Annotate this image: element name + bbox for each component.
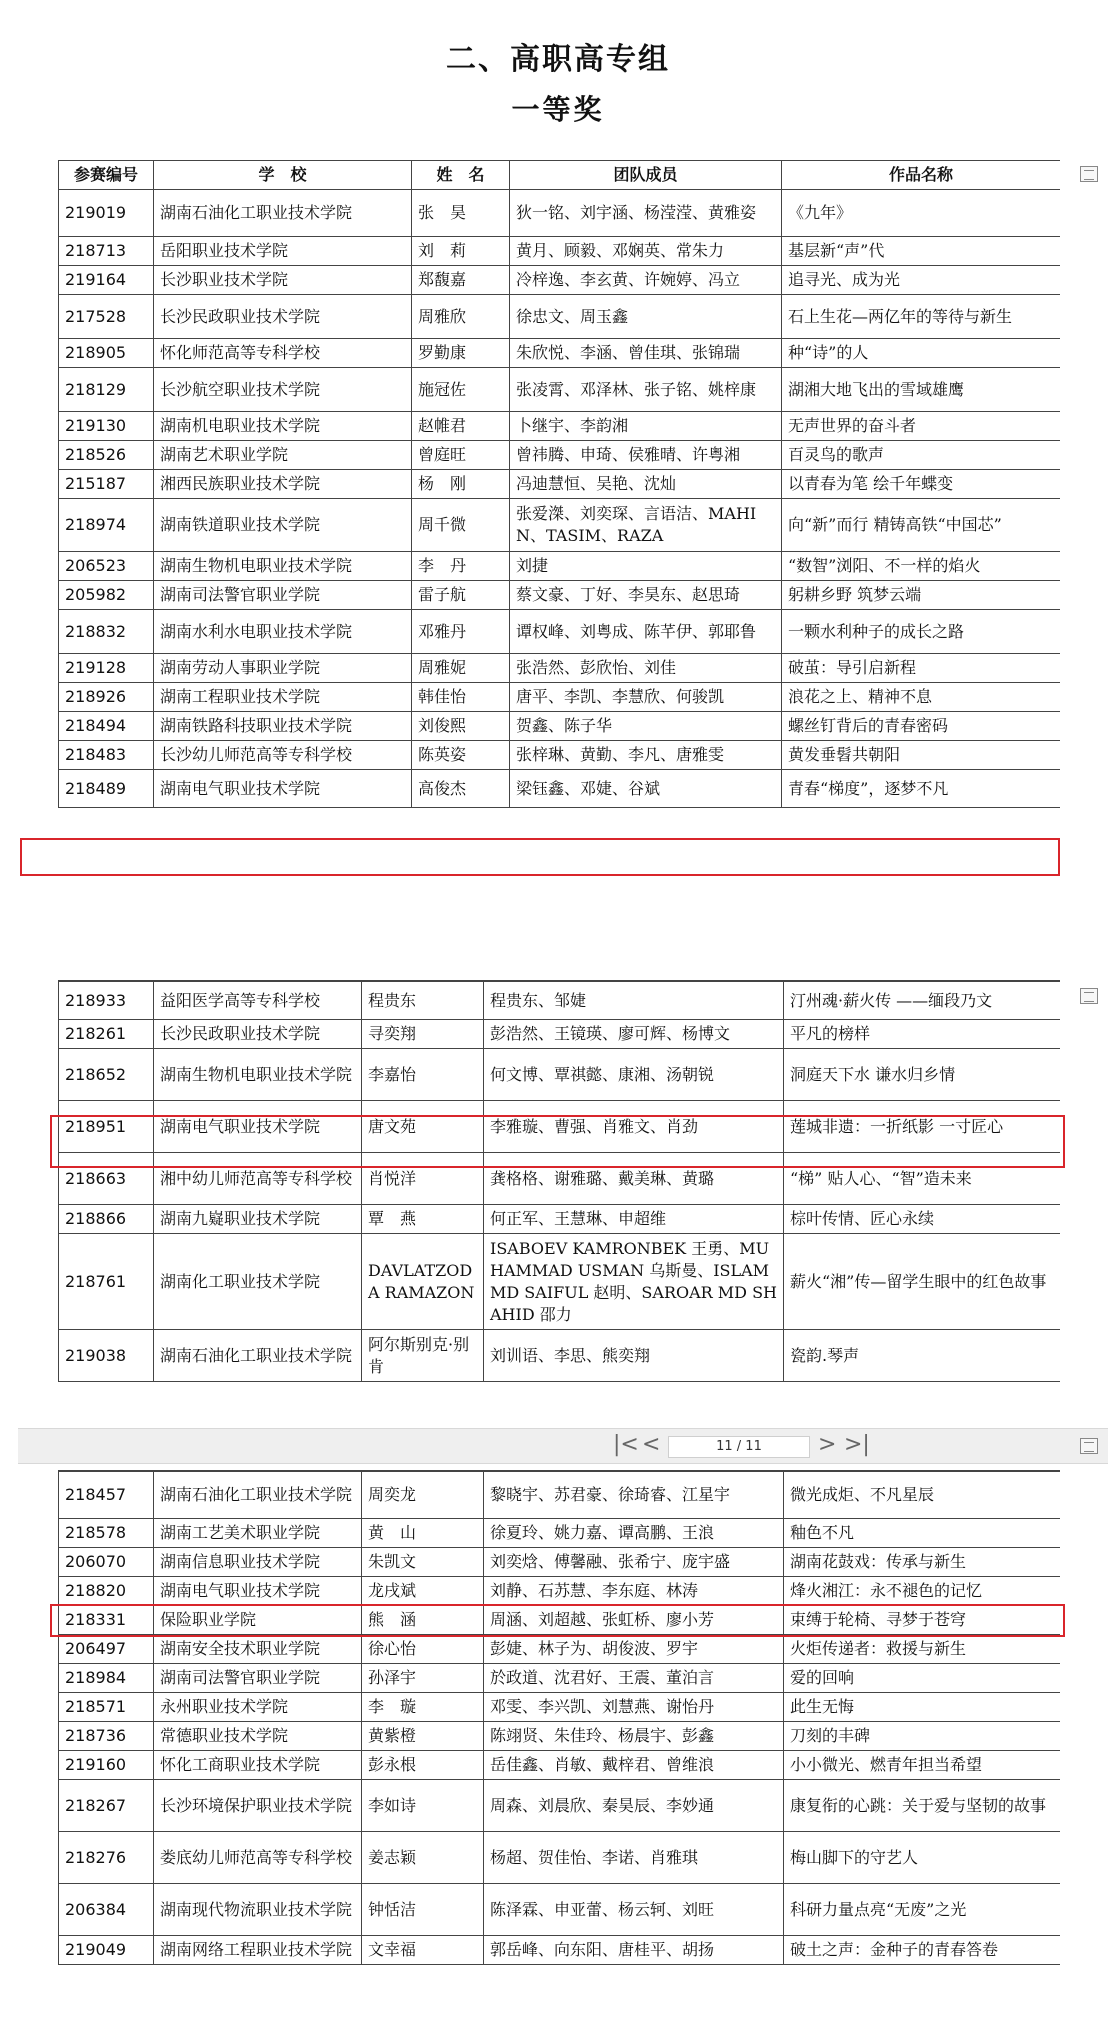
name-cell: 孙泽宇 xyxy=(362,1664,484,1693)
table-row xyxy=(59,1722,1061,1751)
name-cell: 雷子航 xyxy=(412,581,510,610)
name-cell: 刘俊熙 xyxy=(412,712,510,741)
school-cell: 湖南铁路科技职业技术学院 xyxy=(154,712,412,741)
table-row xyxy=(59,1884,1061,1936)
table-row xyxy=(59,1693,1061,1722)
members-cell: 曾祎腾、申琦、侯雅晴、许粤湘 xyxy=(510,441,782,470)
id-cell: 218974 xyxy=(59,499,154,552)
members-cell: 张浩然、彭欣怡、刘佳 xyxy=(510,654,782,683)
work-cell: 《九年》 xyxy=(782,190,1061,237)
school-cell: 湖南生物机电职业技术学院 xyxy=(154,552,412,581)
name-cell: DAVLATZODA RAMAZON xyxy=(362,1234,484,1330)
view-mode-icon[interactable] xyxy=(1080,1438,1098,1454)
id-cell: 206070 xyxy=(59,1548,154,1577)
school-cell: 湖南信息职业技术学院 xyxy=(154,1548,362,1577)
school-cell: 长沙民政职业技术学院 xyxy=(154,1020,362,1049)
name-cell: 刘 莉 xyxy=(412,237,510,266)
school-cell: 怀化工商职业技术学院 xyxy=(154,1751,362,1780)
name-cell: 阿尔斯别克·别肯 xyxy=(362,1330,484,1382)
school-cell: 湖南生物机电职业技术学院 xyxy=(154,1049,362,1101)
members-cell: 彭婕、林子为、胡俊波、罗宇 xyxy=(484,1635,784,1664)
members-cell: 郭岳峰、向东阳、唐桂平、胡扬 xyxy=(484,1936,784,1965)
id-cell: 219038 xyxy=(59,1330,154,1382)
name-cell: 施冠佐 xyxy=(412,368,510,412)
members-cell: 何正军、王慧琳、申超维 xyxy=(484,1205,784,1234)
school-cell: 湖南电气职业技术学院 xyxy=(154,1577,362,1606)
page-navigation-bar xyxy=(18,1428,1108,1464)
header-id: 参赛编号 xyxy=(59,161,154,190)
table-row xyxy=(59,1049,1061,1101)
name-cell: 覃 燕 xyxy=(362,1205,484,1234)
id-cell: 219160 xyxy=(59,1751,154,1780)
highlight-box xyxy=(50,1604,1065,1637)
school-cell: 湖南机电职业技术学院 xyxy=(154,412,412,441)
name-cell: 唐文苑 xyxy=(362,1101,484,1153)
name-cell: 周奕龙 xyxy=(362,1472,484,1519)
school-cell: 湖南水利水电职业技术学院 xyxy=(154,610,412,654)
school-cell: 湘西民族职业技术学院 xyxy=(154,470,412,499)
id-cell: 219019 xyxy=(59,190,154,237)
members-cell: 黄月、顾毅、邓娴英、常朱力 xyxy=(510,237,782,266)
school-cell: 怀化师范高等专科学校 xyxy=(154,339,412,368)
name-cell: 陈英姿 xyxy=(412,741,510,770)
members-cell: 唐平、李凯、李慧欣、何骏凯 xyxy=(510,683,782,712)
name-cell: 李嘉怡 xyxy=(362,1049,484,1101)
school-cell: 湖南铁道职业技术学院 xyxy=(154,499,412,552)
members-cell: ISABOEV KAMRONBEK 王勇、MUHAMMAD USMAN 乌斯曼、ISLAM MD SAIFUL 赵明、SAROAR MD SHAHID 邵力 xyxy=(484,1234,784,1330)
school-cell: 湖南化工职业技术学院 xyxy=(154,1234,362,1330)
members-cell: 朱欣悦、李涵、曾佳琪、张锦瑞 xyxy=(510,339,782,368)
table-row xyxy=(59,412,1061,441)
school-cell: 湖南电气职业技术学院 xyxy=(154,1101,362,1153)
members-cell: 彭浩然、王镜瑛、廖可辉、杨博文 xyxy=(484,1020,784,1049)
work-cell: 薪火“湘”传—留学生眼中的红色故事 xyxy=(784,1234,1061,1330)
table-row xyxy=(59,654,1061,683)
id-cell: 205982 xyxy=(59,581,154,610)
work-cell: 小小微光、燃青年担当希望 xyxy=(784,1751,1061,1780)
table-row xyxy=(59,470,1061,499)
name-cell: 朱凯文 xyxy=(362,1548,484,1577)
school-cell: 湖南石油化工职业技术学院 xyxy=(154,1330,362,1382)
members-cell: 於政道、沈君好、王震、董泊言 xyxy=(484,1664,784,1693)
school-cell: 岳阳职业技术学院 xyxy=(154,237,412,266)
table-row xyxy=(59,1472,1061,1519)
table-row xyxy=(59,237,1061,266)
id-cell: 218571 xyxy=(59,1693,154,1722)
work-cell: 百灵鸟的歌声 xyxy=(782,441,1061,470)
work-cell: 石上生花—两亿年的等待与新生 xyxy=(782,295,1061,339)
members-cell: 刘捷 xyxy=(510,552,782,581)
prev-page-icon[interactable]: < xyxy=(642,1432,661,1457)
id-cell: 218652 xyxy=(59,1049,154,1101)
members-cell: 李雅璇、曹强、肖雅文、肖劲 xyxy=(484,1101,784,1153)
id-cell: 218984 xyxy=(59,1664,154,1693)
id-cell: 218578 xyxy=(59,1519,154,1548)
name-cell: 杨 刚 xyxy=(412,470,510,499)
work-cell: 烽火湘江：永不褪色的记忆 xyxy=(784,1577,1061,1606)
table-row xyxy=(59,1664,1061,1693)
school-cell: 湖南工艺美术职业学院 xyxy=(154,1519,362,1548)
members-cell: 何文博、覃祺懿、康湘、汤朝锐 xyxy=(484,1049,784,1101)
school-cell: 常德职业技术学院 xyxy=(154,1722,362,1751)
id-cell: 218129 xyxy=(59,368,154,412)
table-row xyxy=(59,712,1061,741)
page-view-icon[interactable] xyxy=(1080,166,1098,182)
table-row xyxy=(59,1020,1061,1049)
id-cell: 218261 xyxy=(59,1020,154,1049)
members-cell: 徐夏玲、姚力嘉、谭高鹏、王浪 xyxy=(484,1519,784,1548)
name-cell: 罗勤康 xyxy=(412,339,510,368)
name-cell: 黄紫橙 xyxy=(362,1722,484,1751)
name-cell: 钟恬洁 xyxy=(362,1884,484,1936)
page-gap xyxy=(0,876,1116,980)
school-cell: 娄底幼儿师范高等专科学校 xyxy=(154,1832,362,1884)
table-header-row xyxy=(59,161,1061,190)
members-cell: 卜继宇、李韵湘 xyxy=(510,412,782,441)
work-cell: 梅山脚下的守艺人 xyxy=(784,1832,1061,1884)
name-cell: 郑馥嘉 xyxy=(412,266,510,295)
award-heading: 一等奖 xyxy=(511,93,605,126)
members-cell: 张凌霄、邓泽林、张子铭、姚梓康 xyxy=(510,368,782,412)
work-cell: 微光成炬、不凡星辰 xyxy=(784,1472,1061,1519)
table-row xyxy=(59,1635,1061,1664)
name-cell: 黄 山 xyxy=(362,1519,484,1548)
school-cell: 湖南网络工程职业技术学院 xyxy=(154,1936,362,1965)
id-cell: 219130 xyxy=(59,412,154,441)
name-cell: 曾庭旺 xyxy=(412,441,510,470)
award-table-page-2 xyxy=(58,980,1060,1426)
id-cell: 218457 xyxy=(59,1472,154,1519)
table-row xyxy=(59,1832,1061,1884)
members-cell: 杨超、贺佳怡、李诺、肖雅琪 xyxy=(484,1832,784,1884)
section-heading: 二、高职高专组 xyxy=(446,42,670,77)
header-name: 姓 名 xyxy=(412,161,510,190)
school-cell: 湖南劳动人事职业学院 xyxy=(154,654,412,683)
work-cell: 洞庭天下水 谦水归乡情 xyxy=(784,1049,1061,1101)
work-cell: 基层新“声”代 xyxy=(782,237,1061,266)
table-row xyxy=(59,1577,1061,1606)
members-cell: 陈翊贤、朱佳玲、杨晨宇、彭鑫 xyxy=(484,1722,784,1751)
school-cell: 湖南石油化工职业技术学院 xyxy=(154,1472,362,1519)
id-cell: 218267 xyxy=(59,1780,154,1832)
name-cell: 李 丹 xyxy=(412,552,510,581)
school-cell: 湖南安全技术职业学院 xyxy=(154,1635,362,1664)
id-cell: 206523 xyxy=(59,552,154,581)
members-cell: 邓雯、李兴凯、刘慧燕、谢怡丹 xyxy=(484,1693,784,1722)
work-cell: 向“新”而行 精铸高铁“中国芯” xyxy=(782,499,1061,552)
work-cell: 以青春为笔 绘千年蝶变 xyxy=(782,470,1061,499)
name-cell: 张 昊 xyxy=(412,190,510,237)
id-cell: 218832 xyxy=(59,610,154,654)
table-row xyxy=(59,610,1061,654)
id-cell: 218526 xyxy=(59,441,154,470)
members-cell: 黎晓宇、苏君豪、徐琦睿、江星宇 xyxy=(484,1472,784,1519)
table-row xyxy=(59,1780,1061,1832)
name-cell: 周雅欣 xyxy=(412,295,510,339)
last-page-icon[interactable]: >| xyxy=(844,1432,870,1457)
table-row xyxy=(59,1330,1061,1382)
id-cell: 218866 xyxy=(59,1205,154,1234)
work-cell: 一颗水利种子的成长之路 xyxy=(782,610,1061,654)
table-row xyxy=(59,982,1061,1020)
school-cell: 永州职业技术学院 xyxy=(154,1693,362,1722)
work-cell: “梯” 贴人心、“智”造未来 xyxy=(784,1153,1061,1205)
next-page-icon[interactable]: > xyxy=(818,1432,837,1457)
work-cell: 康复衔的心跳：关于爱与坚韧的故事 xyxy=(784,1780,1061,1832)
name-cell: 高俊杰 xyxy=(412,770,510,808)
name-cell: 龙戌斌 xyxy=(362,1577,484,1606)
work-cell: 浪花之上、精神不息 xyxy=(782,683,1061,712)
members-cell: 谭权峰、刘粤成、陈芊伊、郭耶鲁 xyxy=(510,610,782,654)
table-row xyxy=(59,1548,1061,1577)
work-cell: 螺丝钉背后的青春密码 xyxy=(782,712,1061,741)
work-cell: 追寻光、成为光 xyxy=(782,266,1061,295)
school-cell: 湖南九嶷职业技术学院 xyxy=(154,1205,362,1234)
id-cell: 218905 xyxy=(59,339,154,368)
work-cell: 黄发垂髫共朝阳 xyxy=(782,741,1061,770)
school-cell: 长沙职业技术学院 xyxy=(154,266,412,295)
page-view-icon[interactable] xyxy=(1080,988,1098,1004)
work-cell: 瓷韵.琴声 xyxy=(784,1330,1061,1382)
name-cell: 韩佳怡 xyxy=(412,683,510,712)
highlight-box xyxy=(50,1115,1065,1168)
id-cell: 206497 xyxy=(59,1635,154,1664)
school-cell: 湖南司法警官职业学院 xyxy=(154,1664,362,1693)
table-row xyxy=(59,1519,1061,1548)
table-row xyxy=(59,1205,1061,1234)
id-cell: 215187 xyxy=(59,470,154,499)
work-cell: 束缚于轮椅、寻梦于苍穹 xyxy=(784,1606,1061,1635)
school-cell: 湘中幼儿师范高等专科学校 xyxy=(154,1153,362,1205)
school-cell: 长沙幼儿师范高等专科学校 xyxy=(154,741,412,770)
table-row xyxy=(59,741,1061,770)
page-number-field[interactable]: 11 / 11 xyxy=(668,1436,810,1458)
school-cell: 长沙民政职业技术学院 xyxy=(154,295,412,339)
members-cell: 梁钰鑫、邓婕、谷斌 xyxy=(510,770,782,808)
table-row xyxy=(59,770,1061,808)
school-cell: 益阳医学高等专科学校 xyxy=(154,982,362,1020)
school-cell: 湖南工程职业技术学院 xyxy=(154,683,412,712)
work-cell: 躬耕乡野 筑梦云端 xyxy=(782,581,1061,610)
members-cell: 岳佳鑫、肖敏、戴梓君、曾维浪 xyxy=(484,1751,784,1780)
name-cell: 文幸福 xyxy=(362,1936,484,1965)
id-cell: 218331 xyxy=(59,1606,154,1635)
table-row xyxy=(59,368,1061,412)
school-cell: 湖南石油化工职业技术学院 xyxy=(154,190,412,237)
award-table-page-3 xyxy=(58,1470,1060,2031)
work-cell: 刀刻的丰碑 xyxy=(784,1722,1061,1751)
table-row xyxy=(59,1751,1061,1780)
highlight-box xyxy=(20,838,1060,876)
work-cell: 平凡的榜样 xyxy=(784,1020,1061,1049)
name-cell: 程贵东 xyxy=(362,982,484,1020)
members-cell: 刘训语、李思、熊奕翔 xyxy=(484,1330,784,1382)
work-cell: 莲城非遗：一折纸影 一寸匠心 xyxy=(784,1101,1061,1153)
name-cell: 邓雅丹 xyxy=(412,610,510,654)
table-row xyxy=(59,581,1061,610)
school-cell: 长沙航空职业技术学院 xyxy=(154,368,412,412)
work-cell: 破土之声：金种子的青春答卷 xyxy=(784,1936,1061,1965)
members-cell: 刘静、石苏慧、李东庭、林涛 xyxy=(484,1577,784,1606)
work-cell: 湖南花鼓戏：传承与新生 xyxy=(784,1548,1061,1577)
id-cell: 218926 xyxy=(59,683,154,712)
school-cell: 湖南电气职业技术学院 xyxy=(154,770,412,808)
members-cell: 蔡文豪、丁好、李昊东、赵思琦 xyxy=(510,581,782,610)
header-school: 学 校 xyxy=(154,161,412,190)
members-cell: 刘奕焓、傅馨融、张希宁、庞宇盛 xyxy=(484,1548,784,1577)
members-cell: 张爱滐、刘奕琛、言语洁、MAHIN、TASIM、RAZA xyxy=(510,499,782,552)
members-cell: 周涵、刘超越、张虹桥、廖小芳 xyxy=(484,1606,784,1635)
id-cell: 218736 xyxy=(59,1722,154,1751)
table-row xyxy=(59,266,1061,295)
name-cell: 周千微 xyxy=(412,499,510,552)
name-cell: 彭永根 xyxy=(362,1751,484,1780)
header-members: 团队成员 xyxy=(510,161,782,190)
name-cell: 姜志颖 xyxy=(362,1832,484,1884)
members-cell: 冯迪慧恒、吴艳、沈灿 xyxy=(510,470,782,499)
award-table-page-1 xyxy=(58,160,1060,876)
table-row xyxy=(59,683,1061,712)
name-cell: 周雅妮 xyxy=(412,654,510,683)
name-cell: 熊 涵 xyxy=(362,1606,484,1635)
work-cell: 无声世界的奋斗者 xyxy=(782,412,1061,441)
table-row xyxy=(59,441,1061,470)
work-cell: 破茧：导引启新程 xyxy=(782,654,1061,683)
members-cell: 陈泽霖、申亚蕾、杨云轲、刘旺 xyxy=(484,1884,784,1936)
id-cell: 219049 xyxy=(59,1936,154,1965)
id-cell: 217528 xyxy=(59,295,154,339)
id-cell: 218494 xyxy=(59,712,154,741)
members-cell: 程贵东、邹婕 xyxy=(484,982,784,1020)
table-row xyxy=(59,499,1061,552)
id-cell: 218663 xyxy=(59,1153,154,1205)
id-cell: 218820 xyxy=(59,1577,154,1606)
members-cell: 徐忠文、周玉鑫 xyxy=(510,295,782,339)
work-cell: 釉色不凡 xyxy=(784,1519,1061,1548)
work-cell: 湖湘大地飞出的雪域雄鹰 xyxy=(782,368,1061,412)
work-cell: 汀州魂·薪火传 ——缅段乃文 xyxy=(784,982,1061,1020)
id-cell: 218489 xyxy=(59,770,154,808)
school-cell: 湖南艺术职业学院 xyxy=(154,441,412,470)
school-cell: 保险职业学院 xyxy=(154,1606,362,1635)
id-cell: 218276 xyxy=(59,1832,154,1884)
name-cell: 赵帷君 xyxy=(412,412,510,441)
school-cell: 湖南现代物流职业技术学院 xyxy=(154,1884,362,1936)
name-cell: 徐心怡 xyxy=(362,1635,484,1664)
work-cell: 棕叶传情、匠心永续 xyxy=(784,1205,1061,1234)
work-cell: 此生无悔 xyxy=(784,1693,1061,1722)
members-cell: 冷梓逸、李玄黄、许婉婷、冯立 xyxy=(510,266,782,295)
header-work: 作品名称 xyxy=(782,161,1061,190)
id-cell: 219128 xyxy=(59,654,154,683)
members-cell: 张梓琳、黄勤、李凡、唐雅雯 xyxy=(510,741,782,770)
members-cell: 周森、刘晨欣、秦昊辰、李妙通 xyxy=(484,1780,784,1832)
first-page-icon[interactable]: |< xyxy=(613,1432,639,1457)
table-row xyxy=(59,295,1061,339)
id-cell: 218483 xyxy=(59,741,154,770)
id-cell: 218951 xyxy=(59,1101,154,1153)
table-row xyxy=(59,190,1061,237)
table-row xyxy=(59,339,1061,368)
table-row xyxy=(59,1234,1061,1330)
members-cell: 狄一铭、刘宇涵、杨滢滢、黄雅姿 xyxy=(510,190,782,237)
id-cell: 218713 xyxy=(59,237,154,266)
members-cell: 龚格格、谢雅璐、戴美琳、黄璐 xyxy=(484,1153,784,1205)
work-cell: 青春“梯度”，逐梦不凡 xyxy=(782,770,1061,808)
name-cell: 肖悦洋 xyxy=(362,1153,484,1205)
name-cell: 寻奕翔 xyxy=(362,1020,484,1049)
id-cell: 206384 xyxy=(59,1884,154,1936)
id-cell: 219164 xyxy=(59,266,154,295)
work-cell: 科研力量点亮“无废”之光 xyxy=(784,1884,1061,1936)
work-cell: 爱的回响 xyxy=(784,1664,1061,1693)
name-cell: 李 璇 xyxy=(362,1693,484,1722)
id-cell: 218761 xyxy=(59,1234,154,1330)
work-cell: “数智”浏阳、不一样的焰火 xyxy=(782,552,1061,581)
id-cell: 218933 xyxy=(59,982,154,1020)
table-row xyxy=(59,552,1061,581)
school-cell: 长沙环境保护职业技术学院 xyxy=(154,1780,362,1832)
work-cell: 火炬传递者：救援与新生 xyxy=(784,1635,1061,1664)
work-cell: 种“诗”的人 xyxy=(782,339,1061,368)
table-row xyxy=(59,1936,1061,1965)
members-cell: 贺鑫、陈子华 xyxy=(510,712,782,741)
name-cell: 李如诗 xyxy=(362,1780,484,1832)
school-cell: 湖南司法警官职业学院 xyxy=(154,581,412,610)
